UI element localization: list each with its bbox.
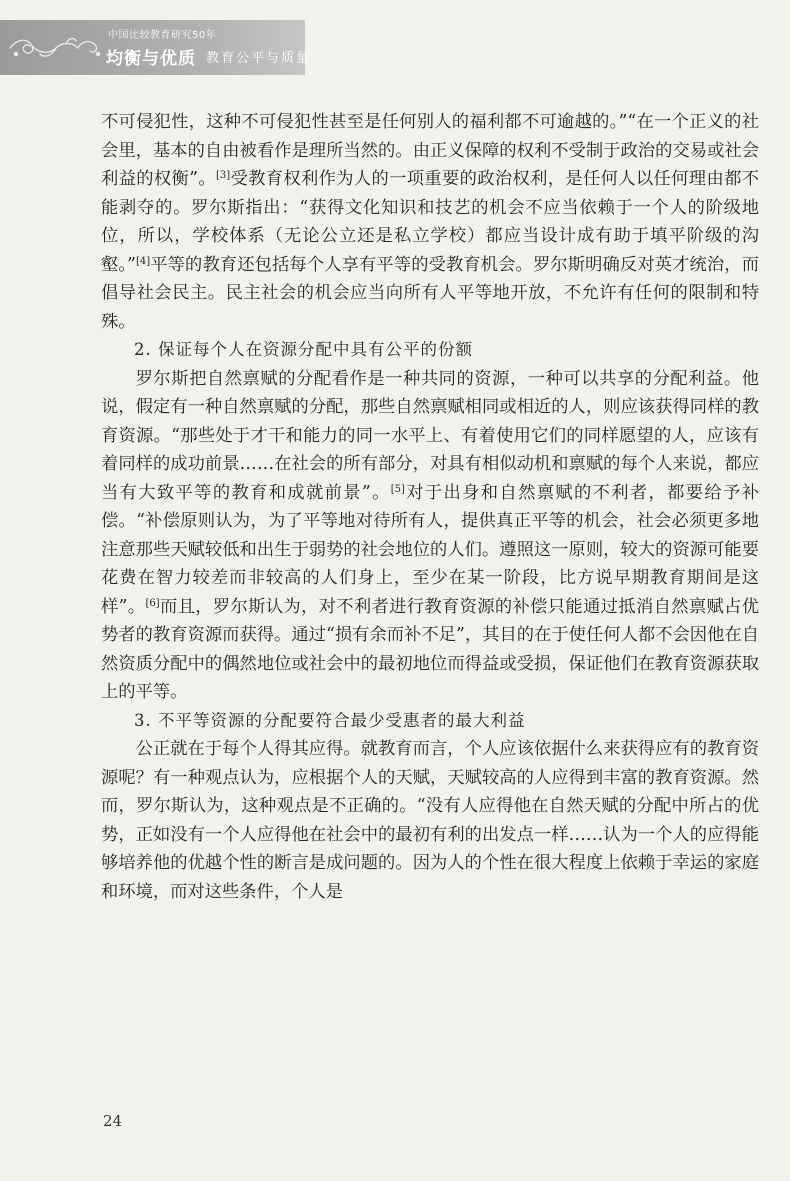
paragraph: 公正就在于每个人得其应得。就教育而言，个人应该依据什么来获得应有的教育资源呢？有一种观点认为，应根据个人的天赋，天赋较高的人应得到丰富的教育资源。然而，罗尔斯认为，这种观点是不正确的。“没有人应得他在自然天赋的分配中所占的优势，正如没有一个人应得他在社会中的最初有利的出发点一样……认为一个人的应得能够培养他的优越个性的断言是成问题的。因为人的个性在很大程度上依赖于幸运的家庭和环境，而对这些条件，个人是 [101, 739, 759, 902]
paragraph: 罗尔斯把自然禀赋的分配看作是一种共同的资源，一种可以共享的分配利益。他说，假定有一种自然禀赋的分配，那些自然禀赋相同或相近的人，则应该获得同样的教育资源。“那些处于才干和能力的同一水平上、有着使用它们的同样愿望的人，应该有着同样的成功前景……在社会的所有部分，对具有相似动机和禀赋的每个人来说，都应当有大致平等的教育和成就前景”。[5]对于出身和自然禀赋的不利者，都要给予补偿。“补偿原则认为，为了平等地对待所有人，提供真正平等的机会，社会必须更多地注意那些天赋较低和出生于弱势的社会地位的人们。遵照这一原则，较大的资源可能要花费在智力较差而非较高的人们身上，至少在某一阶段，比方说早期教育期间是这样”。[6]而且，罗尔斯认为，对不利者进行教育资源的补偿只能通过抵消自然禀赋占优势者的教育资源而获得。通过“损有余而补不足”，其目的在于使任何人都不会因他在自然资质分配中的偶然地位或社会中的最初地位而得益或受损，保证他们在教育资源获取上的平等。 [101, 368, 759, 702]
book-subtitle: 教育公平与质量 [206, 51, 312, 66]
citation-ref: [3] [215, 170, 231, 181]
section-heading: 2. 保证每个人在资源分配中具有公平的份额 [134, 340, 473, 359]
series-title: 中国比较教育研究50年 [108, 30, 217, 41]
citation-ref: [5] [390, 483, 405, 495]
section-heading: 3. 不平等资源的分配要符合最少受惠者的最大利益 [134, 710, 526, 730]
ornament-icon [6, 34, 102, 62]
body-text [101, 108, 759, 906]
running-header [0, 20, 312, 75]
page-number: 24 [103, 1112, 123, 1130]
paragraph: 不可侵犯性，这种不可侵犯性甚至是任何别人的福利都不可逾越的。”“在一个正义的社会里，基本的自由被看作是理所当然的。由正义保障的权利不受制于政治的交易或社会利益的权衡”。[3]受教育权利作为人的一项重要的政治权利，是任何人以任何理由都不能剥夺的。罗尔斯指出：“获得文化知识和技艺的机会不应当依赖于一个人的阶级地位，所以，学校体系（无论公立还是私立学校）都应当设计成有助于填平阶级的沟壑。”[4]平等的教育还包括每个人享有平等的受教育机会。罗尔斯明确反对英才统治，而倡导社会民主。民主社会的机会应当向所有人平等地开放，不允许有任何的限制和特殊。 [101, 112, 759, 332]
citation-ref: [6] [145, 597, 160, 609]
book-title: 均衡与优质 [106, 49, 196, 69]
citation-ref: [4] [135, 255, 151, 267]
